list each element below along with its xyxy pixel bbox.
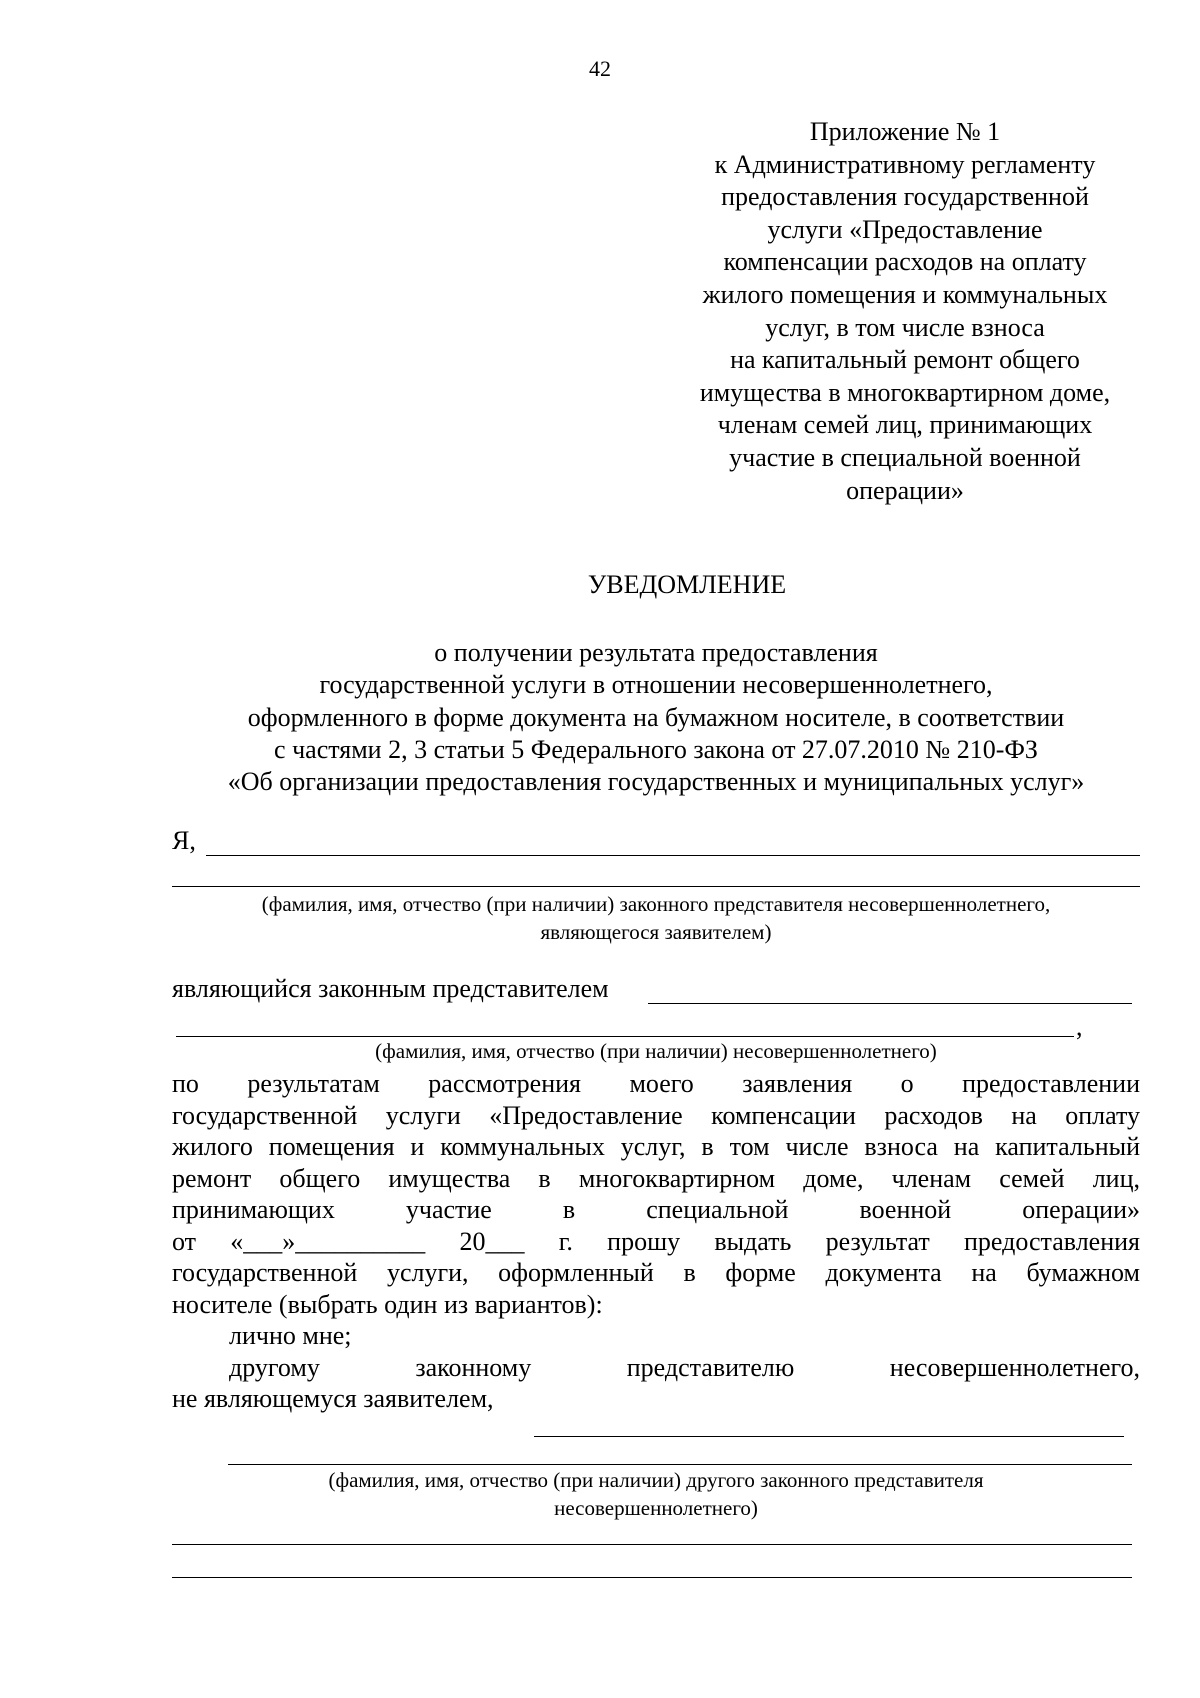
appendix-line: имущества в многоквартирном доме, <box>699 377 1111 407</box>
subtitle-line: о получении результата предоставления <box>434 638 878 667</box>
option-other-representative[interactable]: другому законному представителю несовершеннолетнего, <box>229 1352 1140 1382</box>
appendix-line: предоставления государственной <box>721 182 1089 212</box>
date-line[interactable]: от «___»__________ 20___ г. прошу выдать результат предоставления <box>172 1226 1140 1256</box>
blank-line-2[interactable] <box>172 1577 1132 1578</box>
request-body <box>172 1068 1140 1415</box>
being-representative-label: являющийся законным представителем <box>172 974 609 1003</box>
body-line: по результатам рассмотрения моего заявления о предоставлении <box>172 1069 1140 1098</box>
body-line: жилого помещения и коммунальных услуг, в том числе взноса на капитальный <box>172 1132 1140 1161</box>
appendix-line: Приложение № 1 <box>809 117 1001 146</box>
appendix-line: операции» <box>846 475 964 505</box>
subtitle-line: государственной услуги в отношении несовершеннолетнего, <box>319 670 993 700</box>
minor-name-field[interactable] <box>648 1003 1132 1004</box>
other-representative-field[interactable] <box>534 1436 1124 1437</box>
caption-representative: (фамилия, имя, отчество (при наличии) законного представителя несовершеннолетнего, являющегося заявителем) <box>261 892 1051 944</box>
comma: , <box>1076 1012 1083 1041</box>
caption-minor: (фамилия, имя, отчество (при наличии) несовершеннолетнего) <box>375 1039 937 1063</box>
option-other-representative-cont: не являющемуся заявителем, <box>172 1384 494 1413</box>
i-label: Я, <box>172 826 196 855</box>
appendix-line: к Административному регламенту <box>714 149 1096 179</box>
body-line: ремонт общего имущества в многоквартирном доме, членам семей лиц, <box>172 1163 1140 1193</box>
document-title: УВЕДОМЛЕНИЕ <box>587 570 787 599</box>
body-line: носителе (выбрать один из вариантов): <box>172 1289 603 1319</box>
subtitle-line: оформленного в форме документа на бумажном носителе, в соответствии <box>247 702 1065 732</box>
appendix-line: участие в специальной военной <box>729 442 1081 472</box>
appendix-header <box>670 116 1140 507</box>
applicant-name-field-2[interactable] <box>172 886 1140 887</box>
appendix-line: услуг, в том числе взноса <box>765 312 1045 342</box>
body-line: принимающих участие в специальной военной операции» <box>172 1195 1140 1224</box>
document-subtitle <box>172 637 1140 798</box>
subtitle-line: «Об организации предоставления государственных и муниципальных услуг» <box>227 767 1085 797</box>
body-line: государственной услуги, оформленный в форме документа на бумажном <box>172 1258 1140 1287</box>
subtitle-line: с частями 2, 3 статьи 5 Федерального закона от 27.07.2010 № 210-ФЗ <box>274 734 1038 764</box>
other-representative-field-2[interactable] <box>228 1464 1132 1465</box>
caption-other-representative: (фамилия, имя, отчество (при наличии) другого законного представителя несовершеннолетнего) <box>328 1468 984 1520</box>
appendix-line: услуги «Предоставление <box>767 214 1043 244</box>
page-number: 42 <box>589 56 611 81</box>
appendix-line: членам семей лиц, принимающих <box>717 410 1093 440</box>
appendix-line: компенсации расходов на оплату <box>723 247 1087 277</box>
option-personally[interactable]: лично мне; <box>229 1321 352 1350</box>
body-line: государственной услуги «Предоставление компенсации расходов на оплату <box>172 1100 1140 1130</box>
appendix-line: жилого помещения и коммунальных <box>702 279 1108 309</box>
appendix-line: на капитальный ремонт общего <box>730 345 1080 375</box>
applicant-name-field[interactable] <box>206 855 1140 856</box>
blank-line-1[interactable] <box>172 1544 1132 1545</box>
